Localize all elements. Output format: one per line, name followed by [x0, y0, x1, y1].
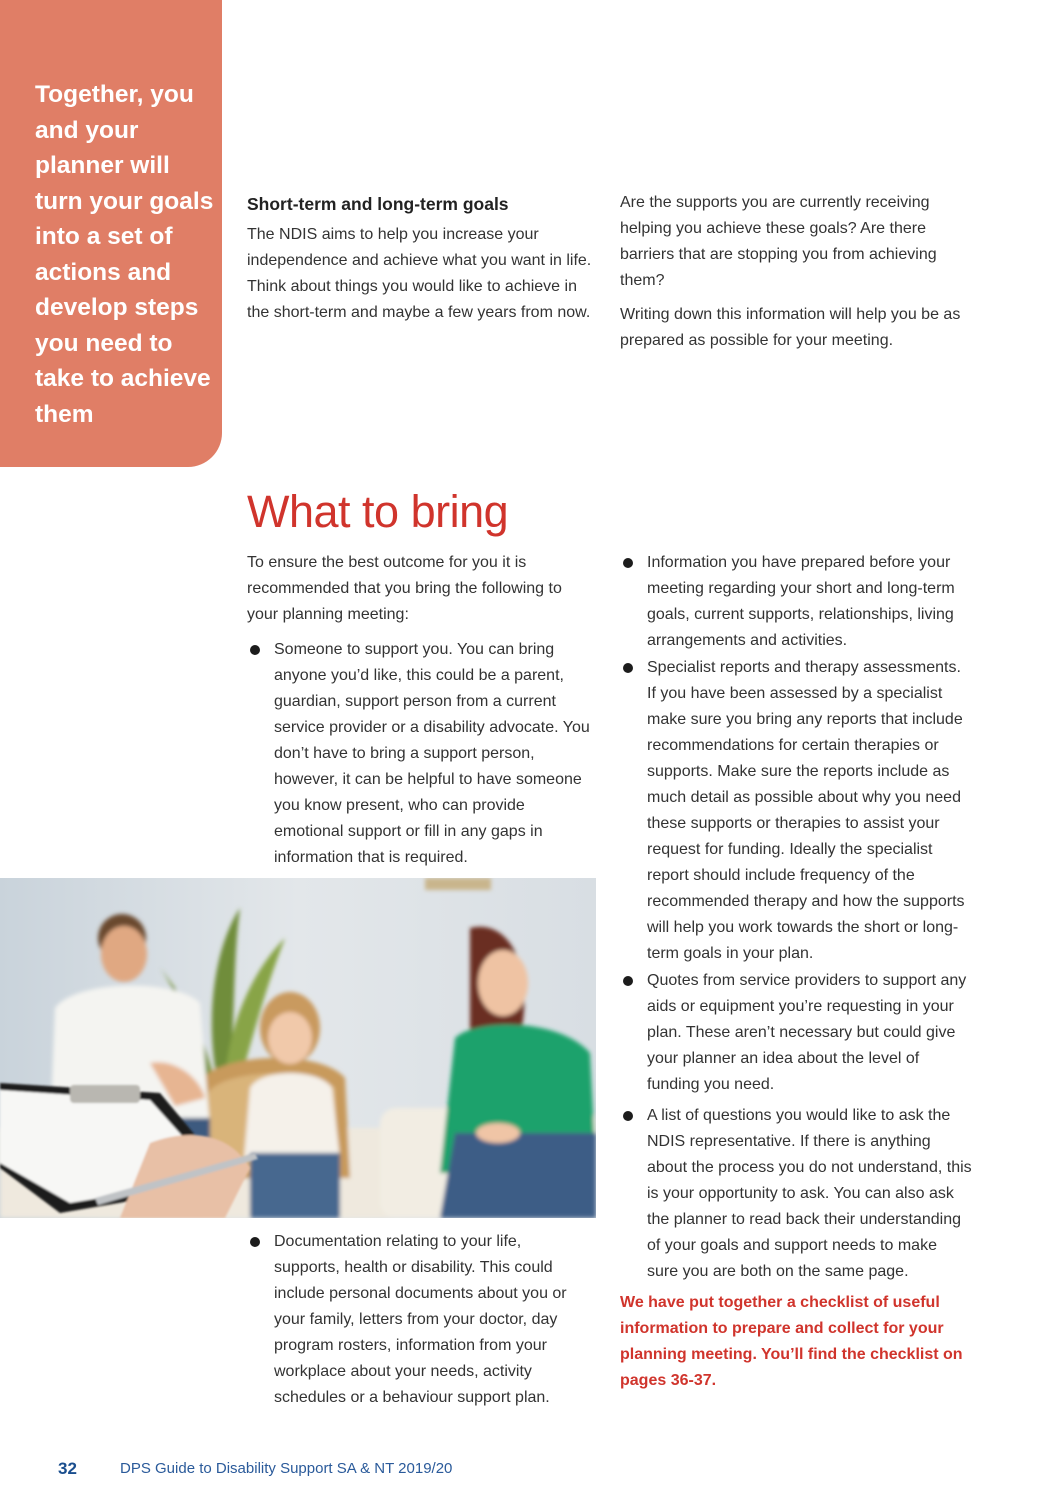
what-to-bring-title: What to bring	[247, 486, 509, 537]
page-number: 32	[58, 1459, 77, 1478]
list-item	[620, 550, 972, 654]
callout-text: Together, you and your planner will turn your goals into a set of actions and develop steps you need to take to achieve them	[35, 81, 214, 428]
bring-right-list	[620, 550, 972, 1285]
bring-left-list-lower	[247, 1229, 577, 1411]
bring-intro: To ensure the best outcome for you it is recommended that you bring the following to your planning meeting:	[247, 554, 562, 623]
list-item	[247, 637, 595, 871]
list-item	[247, 1229, 577, 1411]
family-meeting-photo	[0, 878, 596, 1218]
page-footer	[58, 1459, 453, 1480]
list-item-text: A list of questions you would like to ask the NDIS representative. If there is anything about the process you do not understand, this is your opportunity to ask. You can also ask the planner to read back their understanding of your goals and support needs to make sure you are both on the same page.	[647, 1107, 972, 1280]
list-item	[620, 655, 972, 967]
list-item-text: Someone to support you. You can bring anyone you’d like, this could be a parent, guardian, support person from a current service provider or a disability advocate. You don’t have to bring a support person, however, it can be helpful to have someone you know present, who can provide emotional support or fill in any gaps in information that is required.	[274, 641, 590, 866]
goals-question: Are the supports you are currently receiving helping you achieve these goals? Are there barriers that are stopping you from achieving them?	[620, 194, 937, 289]
bring-right-column	[620, 550, 972, 1394]
bullet-icon	[623, 976, 633, 986]
bullet-icon	[623, 1111, 633, 1121]
photo-illustration	[0, 878, 596, 1218]
publication-title: DPS Guide to Disability Support SA & NT 2019/20	[120, 1460, 453, 1477]
goals-right-column	[620, 190, 965, 354]
bring-left-list	[247, 637, 595, 871]
goals-heading: Short-term and long-term goals	[247, 194, 509, 214]
bring-left-column	[247, 550, 597, 871]
list-item-text: Specialist reports and therapy assessments. If you have been assessed by a specialist make sure you bring any reports that include recommendations for certain therapies or supports. Make sure the reports include as much detail as possible about why you need these supports or therapies to assist your request for funding. Ideally the specialist report should include frequency of the recommended therapy and how the supports will help you work towards the short or long-term goals in your plan.	[647, 659, 965, 962]
callout-box	[0, 0, 222, 467]
bullet-icon	[623, 663, 633, 673]
goals-left-column	[247, 191, 597, 326]
list-item	[620, 968, 972, 1098]
list-item-text: Documentation relating to your life, supports, health or disability. This could include personal documents about you or your family, letters from your doctor, day program rosters, information from your workplace about your needs, activity schedules or a behaviour support plan.	[274, 1233, 567, 1406]
bring-left-column-lower	[247, 1229, 597, 1411]
list-item	[620, 1103, 972, 1285]
checklist-note: We have put together a checklist of useful information to prepare and collect for your planning meeting. You’ll find the checklist on pages 36-37.	[620, 1294, 963, 1389]
bullet-icon	[250, 1237, 260, 1247]
bullet-icon	[250, 645, 260, 655]
bullet-icon	[623, 558, 633, 568]
goals-advice: Writing down this information will help you be as prepared as possible for your meeting.	[620, 306, 961, 349]
list-item-text: Information you have prepared before your meeting regarding your short and long-term goals, current supports, relationships, living arrangements and activities.	[647, 554, 955, 649]
list-item-text: Quotes from service providers to support any aids or equipment you’re requesting in your plan. These aren’t necessary but could give your planner an idea about the level of funding you need.	[647, 972, 967, 1093]
goals-intro: The NDIS aims to help you increase your independence and achieve what you want in life. Think about things you would like to achieve in the short-term and maybe a few years from now.	[247, 226, 592, 321]
